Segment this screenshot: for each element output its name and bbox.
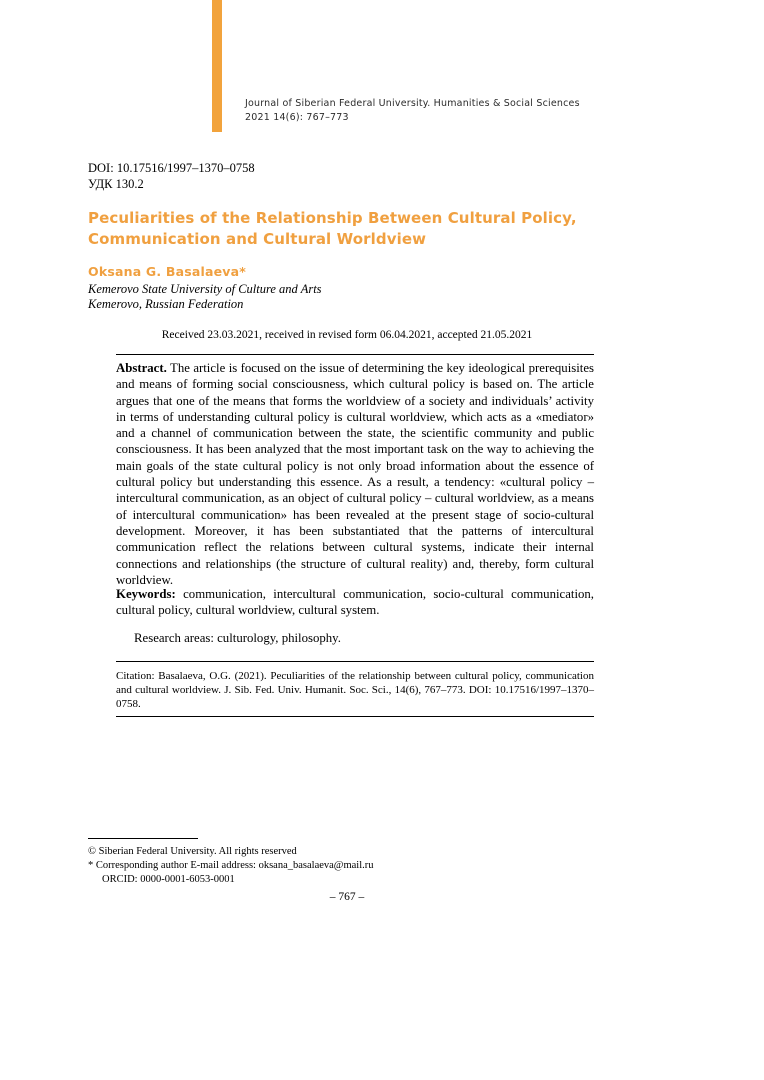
footnotes	[88, 845, 588, 887]
citation: Citation: Basalaeva, O.G. (2021). Peculiarities of the relationship between cultural policy, communication and cultural worldview. J. Sib. Fed. Univ. Humanit. Soc. Sci., 14(6), 767–773. DOI: 10.17516/1997–1370–0758.	[116, 670, 594, 710]
divider-bottom	[116, 716, 594, 717]
identifiers	[88, 160, 255, 192]
abstract-label: Abstract.	[116, 361, 167, 375]
author-affiliation	[88, 282, 558, 312]
author-name: Oksana G. Basalaeva*	[88, 264, 247, 279]
corresponding-author: * Corresponding author E-mail address: oksana_basalaeva@mail.ru	[88, 860, 374, 871]
affiliation-institution: Kemerovo State University of Culture and Arts	[88, 282, 322, 296]
page-number: – 767 –	[329, 891, 365, 903]
footnote-divider	[88, 838, 198, 839]
keywords-label: Keywords:	[116, 587, 176, 601]
page-title: Peculiarities of the Relationship Between Cultural Policy, Communication and Cultural Worldview	[88, 209, 577, 248]
copyright-notice: © Siberian Federal University. All rights reserved	[88, 846, 297, 857]
abstract-text: The article is focused on the issue of determining the key ideological prerequisites and means of forming social consciousness, which cultural policy is based on. The article argues that one of the means that forms the worldview of a society and individuals’ activity in terms of understanding cultural policy is cultural worldview, which acts as a «mediator» and a channel of communication between the state, the scientific community and public consciousness. It has been analyzed that the most important task on the way to achieving the main goals of the state cultural policy is not only broad information about the essence of cultural policy but understanding this essence. As a result, a tendency: «cultural policy – intercultural communication, as an object of cultural policy – cultural worldview, as a means of intercultural communication» has been revealed at the present stage of socio-cultural development. Moreover, it has been substantiated that the patterns of intercultural communication reflect the relations between cultural systems, indicate their internal connections and relationships (the structure of cultural reality) and, thereby, form cultural worldview.	[116, 361, 594, 587]
udk: УДК 130.2	[88, 177, 144, 191]
journal-issue: 2021 14(6): 767–773	[245, 112, 349, 123]
divider-top	[116, 354, 594, 355]
research-areas: Research areas: culturology, philosophy.	[134, 631, 341, 645]
orcid: ORCID: 0000-0001-6053-0001	[102, 874, 235, 885]
submission-dates: Received 23.03.2021, received in revised form 06.04.2021, accepted 21.05.2021	[161, 329, 533, 341]
keywords	[116, 586, 594, 619]
affiliation-location: Kemerovo, Russian Federation	[88, 297, 244, 311]
doi: DOI: 10.17516/1997–1370–0758	[88, 161, 255, 175]
journal-masthead	[245, 97, 665, 125]
keywords-text: communication, intercultural communication, socio-cultural communication, cultural policy, cultural worldview, cultural system.	[116, 587, 594, 618]
accent-bar	[212, 0, 222, 132]
abstract	[116, 360, 594, 588]
journal-title: Journal of Siberian Federal University. Humanities & Social Sciences	[245, 98, 580, 109]
divider-middle	[116, 661, 594, 662]
